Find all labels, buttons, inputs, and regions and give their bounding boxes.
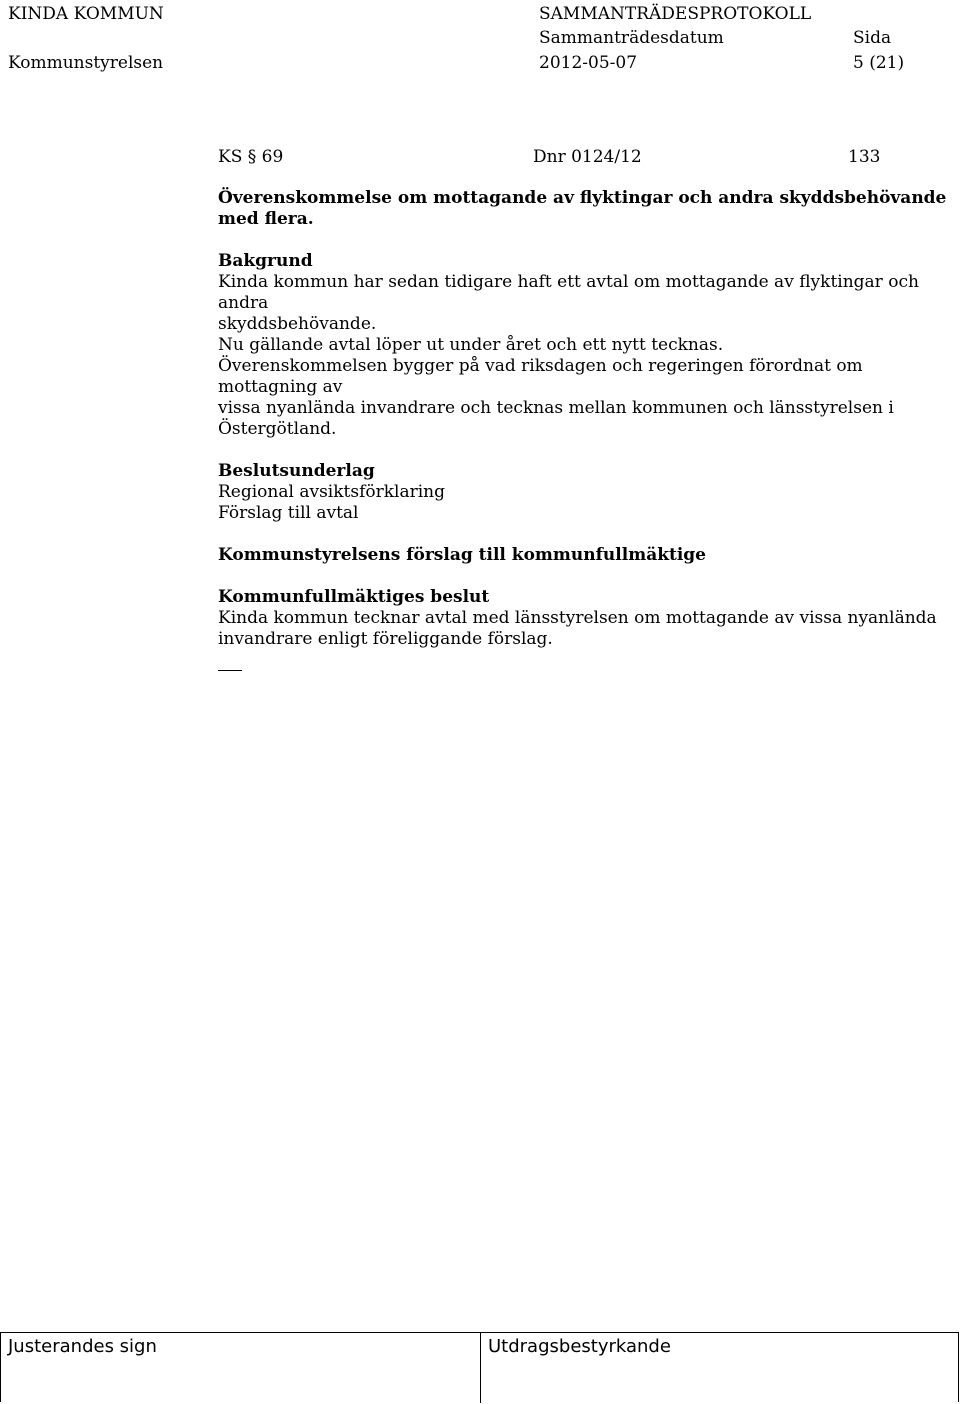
meeting-date-label: Sammanträdesdatum <box>539 28 724 48</box>
bakgrund-line: Nu gällande avtal löper ut under året och ett nytt tecknas. <box>218 335 724 355</box>
signature-footer <box>0 1332 959 1402</box>
bakgrund-line: skyddsbehövande. <box>218 314 377 334</box>
justerandes-sign-box <box>1 1333 481 1403</box>
utdragsbestyrkande-label: Utdragsbestyrkande <box>488 1336 671 1357</box>
justerandes-sign-label: Justerandes sign <box>8 1336 157 1357</box>
bakgrund-heading: Bakgrund <box>218 251 313 271</box>
case-dnr: Dnr 0124/12 <box>533 147 642 167</box>
kf-beslut-line: invandrare enligt föreliggande förslag. <box>218 629 553 649</box>
bakgrund-line: Överenskommelsen bygger på vad riksdagen och regeringen förordnat om mottagning av <box>218 356 863 397</box>
committee-name: Kommunstyrelsen <box>8 53 164 73</box>
org-name: KINDA KOMMUN <box>8 4 164 24</box>
page-label: Sida <box>853 28 892 48</box>
case-reference-row <box>218 146 948 168</box>
meeting-date-value: 2012-05-07 <box>539 53 638 73</box>
bakgrund-line: Östergötland. <box>218 419 337 439</box>
page-number: 5 (21) <box>853 53 905 73</box>
case-title-line: Överenskommelse om mottagande av flyktingar och andra skyddsbehövande <box>218 188 947 208</box>
utdragsbestyrkande-box <box>481 1333 960 1403</box>
case-number: 133 <box>848 147 881 167</box>
bakgrund-line: vissa nyanlända invandrare och tecknas mellan kommunen och länsstyrelsen i <box>218 398 894 418</box>
beslutsunderlag-item: Förslag till avtal <box>218 503 359 523</box>
document-type: SAMMANTRÄDESPROTOKOLL <box>539 4 812 24</box>
protocol-section <box>218 146 948 671</box>
beslutsunderlag-heading: Beslutsunderlag <box>218 461 375 481</box>
case-paragraph: KS § 69 <box>218 147 284 167</box>
beslutsunderlag-item: Regional avsiktsförklaring <box>218 482 446 502</box>
kf-beslut-heading: Kommunfullmäktiges beslut <box>218 587 490 607</box>
end-rule <box>218 670 242 671</box>
kf-beslut-text <box>218 608 948 650</box>
beslutsunderlag-list <box>218 482 948 524</box>
case-title-line: med flera. <box>218 209 314 229</box>
case-title <box>218 188 948 230</box>
bakgrund-line: Kinda kommun har sedan tidigare haft ett avtal om mottagande av flyktingar och andra <box>218 272 919 313</box>
bakgrund-text <box>218 272 948 440</box>
ks-forslag-heading: Kommunstyrelsens förslag till kommunfullmäktige <box>218 545 707 565</box>
kf-beslut-line: Kinda kommun tecknar avtal med länsstyrelsen om mottagande av vissa nyanlända <box>218 608 937 628</box>
